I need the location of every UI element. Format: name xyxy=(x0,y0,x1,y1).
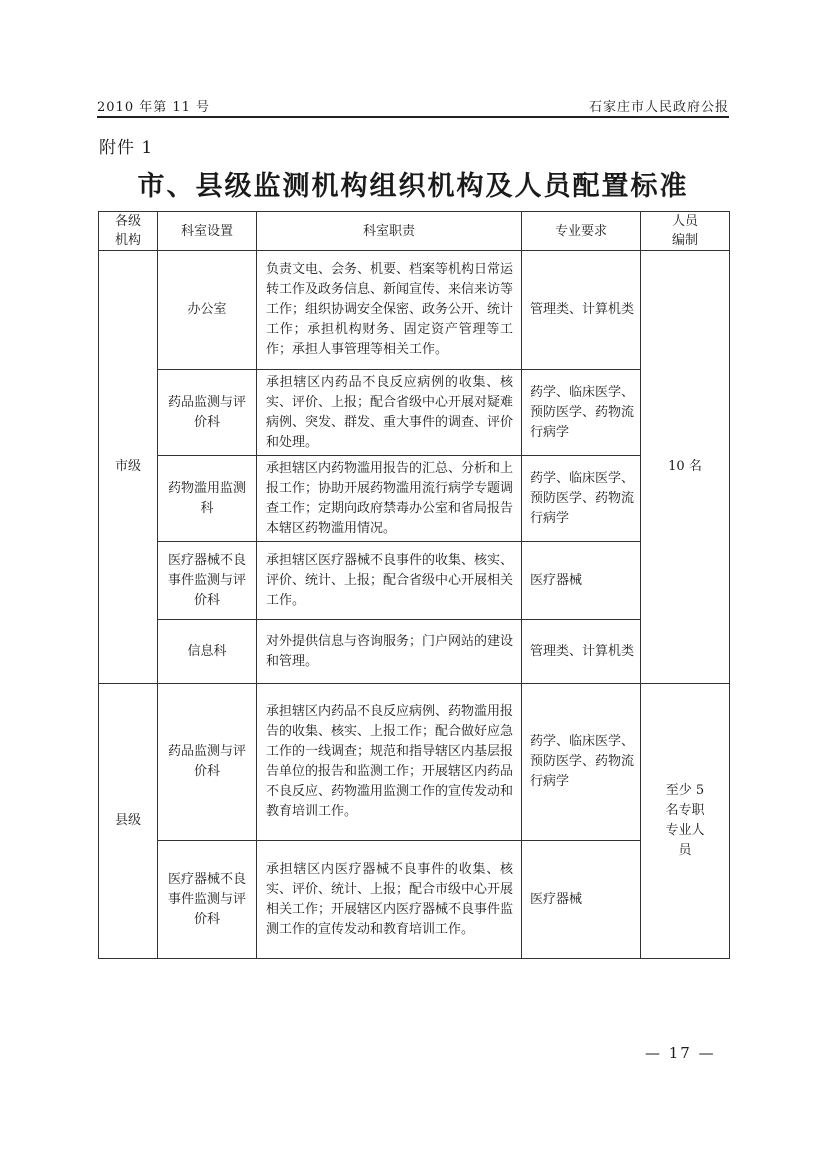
staff-county: 至少 5 名专职专业人员 xyxy=(641,684,730,959)
header-rule xyxy=(97,116,729,118)
dept-cell: 信息科 xyxy=(158,620,257,684)
req-cell: 药学、临床医学、预防医学、药物流行病学 xyxy=(522,456,641,542)
table-row xyxy=(99,620,730,684)
duty-cell: 承担辖区内医疗器械不良事件的收集、核实、评价、统计、上报；配合市级中心开展相关工作；开展辖区内医疗器械不良事件监测工作的宣传发动和教育培训工作。 xyxy=(257,841,522,959)
duty-cell: 承担辖区医疗器械不良事件的收集、核实、评价、统计、上报；配合省级中心开展相关工作。 xyxy=(257,542,522,620)
dept-cell: 药品监测与评价科 xyxy=(158,684,257,841)
req-cell: 管理类、计算机类 xyxy=(522,620,641,684)
duty-cell: 负责文电、会务、机要、档案等机构日常运转工作及政务信息、新闻宣传、来信来访等工作；组织协调安全保密、政务公开、统计工作；承担机构财务、固定资产管理等工作；承担人事管理等相关工作。 xyxy=(257,251,522,370)
header-req: 专业要求 xyxy=(522,212,641,251)
req-cell: 药学、临床医学、预防医学、药物流行病学 xyxy=(522,684,641,841)
attachment-label: 附件 1 xyxy=(99,138,154,158)
duty-cell: 承担辖区内药品不良反应病例的收集、核实、评价、上报；配合省级中心开展对疑难病例、突发、群发、重大事件的调查、评价和处理。 xyxy=(257,370,522,456)
header-duty: 科室职责 xyxy=(257,212,522,251)
level-city: 市级 xyxy=(99,251,158,684)
table-row xyxy=(99,684,730,841)
req-cell: 药学、临床医学、预防医学、药物流行病学 xyxy=(522,370,641,456)
header-level: 各级机构 xyxy=(99,212,158,251)
table-row xyxy=(99,370,730,456)
req-cell: 医疗器械 xyxy=(522,542,641,620)
duty-cell: 对外提供信息与咨询服务；门户网站的建设和管理。 xyxy=(257,620,522,684)
publication-name: 石家庄市人民政府公报 xyxy=(588,100,729,115)
header-staff: 人员编制 xyxy=(641,212,730,251)
duty-cell: 承担辖区内药品不良反应病例、药物滥用报告的收集、核实、上报工作；配合做好应急工作的一线调查；规范和指导辖区内基层报告单位的报告和监测工作；开展辖区内药品不良反应、药物滥用监测工作的宣传发动和教育培训工作。 xyxy=(257,684,522,841)
issue-label: 2010 年第 11 号 xyxy=(97,100,211,115)
level-county: 县级 xyxy=(99,684,158,959)
dept-cell: 医疗器械不良事件监测与评价科 xyxy=(158,542,257,620)
duty-cell: 承担辖区内药物滥用报告的汇总、分析和上报工作；协助开展药物滥用流行病学专题调查工作；定期向政府禁毒办公室和省局报告本辖区药物滥用情况。 xyxy=(257,456,522,542)
table-row xyxy=(99,456,730,542)
document-title: 市、县级监测机构组织机构及人员配置标准 xyxy=(137,171,689,202)
running-header xyxy=(97,94,729,116)
req-cell: 医疗器械 xyxy=(522,841,641,959)
header-dept: 科室设置 xyxy=(158,212,257,251)
staff-city: 10 名 xyxy=(641,251,730,684)
req-cell: 管理类、计算机类 xyxy=(522,251,641,370)
dept-cell: 药品监测与评价科 xyxy=(158,370,257,456)
table-header-row xyxy=(99,212,730,251)
table-row xyxy=(99,251,730,370)
dept-cell: 医疗器械不良事件监测与评价科 xyxy=(158,841,257,959)
staffing-table xyxy=(98,211,730,959)
page-number: — 17 — xyxy=(645,1044,716,1062)
dept-cell: 办公室 xyxy=(158,251,257,370)
table-row xyxy=(99,841,730,959)
dept-cell: 药物滥用监测科 xyxy=(158,456,257,542)
table-row xyxy=(99,542,730,620)
